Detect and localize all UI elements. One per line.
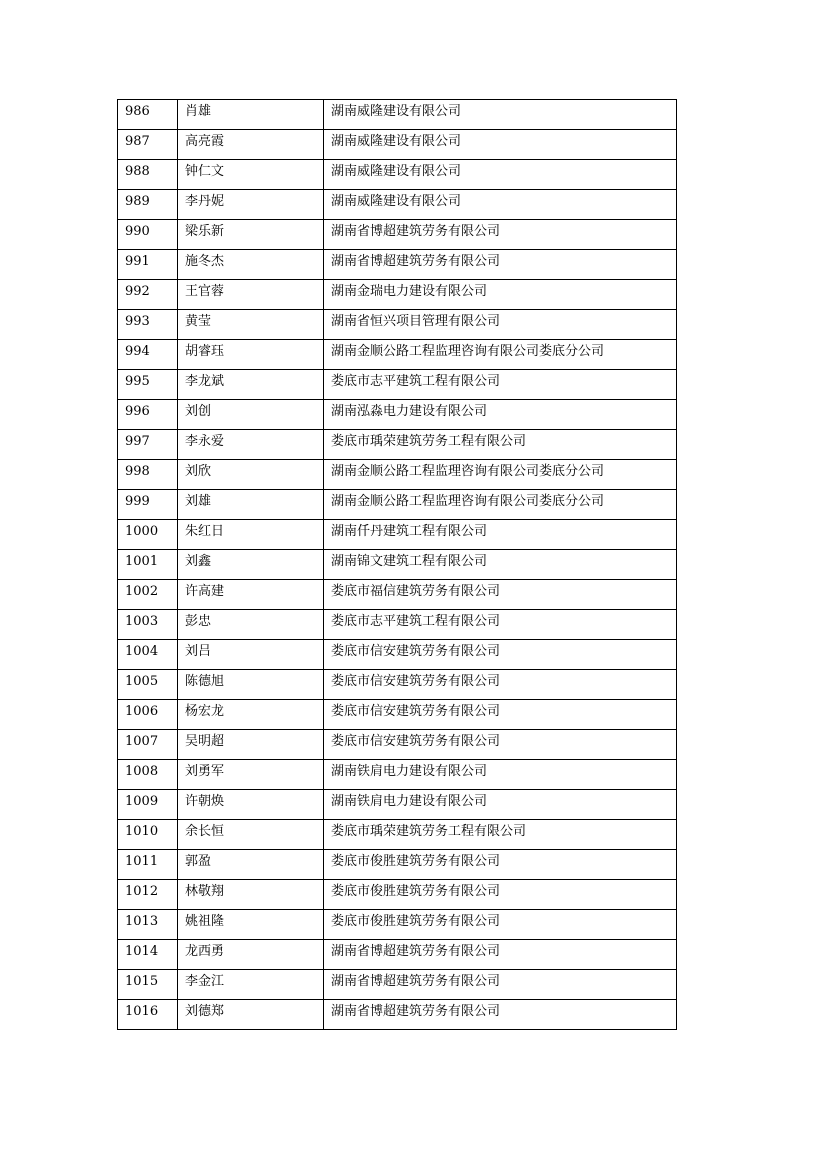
- person-name-cell: 胡睿珏: [178, 340, 324, 370]
- row-number-cell: 1009: [118, 790, 178, 820]
- table-row: [118, 130, 677, 160]
- row-number-cell: 1012: [118, 880, 178, 910]
- table-row: [118, 850, 677, 880]
- table-row: [118, 910, 677, 940]
- table-row: [118, 640, 677, 670]
- person-name-cell: 朱红日: [178, 520, 324, 550]
- company-name-cell: 湖南金顺公路工程监理咨询有限公司娄底分公司: [324, 340, 677, 370]
- company-name-cell: 娄底市福信建筑劳务有限公司: [324, 580, 677, 610]
- row-number-cell: 993: [118, 310, 178, 340]
- company-name-cell: 湖南威隆建设有限公司: [324, 160, 677, 190]
- person-name-cell: 李金江: [178, 970, 324, 1000]
- table-row: [118, 400, 677, 430]
- table-row: [118, 220, 677, 250]
- row-number-cell: 1011: [118, 850, 178, 880]
- row-number-cell: 1014: [118, 940, 178, 970]
- row-number-cell: 988: [118, 160, 178, 190]
- company-name-cell: 娄底市志平建筑工程有限公司: [324, 610, 677, 640]
- table-row: [118, 610, 677, 640]
- person-name-cell: 林敬翔: [178, 880, 324, 910]
- table-row: [118, 340, 677, 370]
- table-row: [118, 280, 677, 310]
- company-name-cell: 娄底市俊胜建筑劳务有限公司: [324, 850, 677, 880]
- company-name-cell: 娄底市志平建筑工程有限公司: [324, 370, 677, 400]
- company-name-cell: 湖南威隆建设有限公司: [324, 130, 677, 160]
- company-name-cell: 湖南威隆建设有限公司: [324, 100, 677, 130]
- row-number-cell: 1010: [118, 820, 178, 850]
- company-name-cell: 湖南省博超建筑劳务有限公司: [324, 970, 677, 1000]
- row-number-cell: 1000: [118, 520, 178, 550]
- row-number-cell: 1001: [118, 550, 178, 580]
- table-row: [118, 970, 677, 1000]
- row-number-cell: 986: [118, 100, 178, 130]
- row-number-cell: 995: [118, 370, 178, 400]
- table-row: [118, 730, 677, 760]
- company-name-cell: 湖南省博超建筑劳务有限公司: [324, 220, 677, 250]
- company-name-cell: 娄底市信安建筑劳务有限公司: [324, 670, 677, 700]
- row-number-cell: 1015: [118, 970, 178, 1000]
- person-name-cell: 钟仁文: [178, 160, 324, 190]
- table-row: [118, 430, 677, 460]
- company-name-cell: 娄底市信安建筑劳务有限公司: [324, 700, 677, 730]
- company-name-cell: 娄底市俊胜建筑劳务有限公司: [324, 880, 677, 910]
- table-row: [118, 700, 677, 730]
- row-number-cell: 1007: [118, 730, 178, 760]
- person-name-cell: 李丹妮: [178, 190, 324, 220]
- company-name-cell: 湖南铁肩电力建设有限公司: [324, 760, 677, 790]
- row-number-cell: 991: [118, 250, 178, 280]
- row-number-cell: 998: [118, 460, 178, 490]
- person-name-cell: 刘鑫: [178, 550, 324, 580]
- row-number-cell: 994: [118, 340, 178, 370]
- company-name-cell: 湖南金顺公路工程监理咨询有限公司娄底分公司: [324, 460, 677, 490]
- table-row: [118, 310, 677, 340]
- row-number-cell: 990: [118, 220, 178, 250]
- company-name-cell: 湖南铁肩电力建设有限公司: [324, 790, 677, 820]
- person-name-cell: 刘勇军: [178, 760, 324, 790]
- table-row: [118, 460, 677, 490]
- row-number-cell: 1002: [118, 580, 178, 610]
- table-row: [118, 100, 677, 130]
- company-name-cell: 湖南金顺公路工程监理咨询有限公司娄底分公司: [324, 490, 677, 520]
- person-name-cell: 高亮霞: [178, 130, 324, 160]
- company-name-cell: 娄底市信安建筑劳务有限公司: [324, 730, 677, 760]
- person-name-cell: 刘吕: [178, 640, 324, 670]
- person-name-cell: 刘德郑: [178, 1000, 324, 1030]
- company-name-cell: 娄底市俊胜建筑劳务有限公司: [324, 910, 677, 940]
- company-name-cell: 湖南省博超建筑劳务有限公司: [324, 250, 677, 280]
- person-name-cell: 许朝焕: [178, 790, 324, 820]
- company-name-cell: 湖南锦文建筑工程有限公司: [324, 550, 677, 580]
- row-number-cell: 992: [118, 280, 178, 310]
- row-number-cell: 1008: [118, 760, 178, 790]
- row-number-cell: 996: [118, 400, 178, 430]
- table-row: [118, 190, 677, 220]
- roster-table: [117, 99, 677, 1030]
- person-name-cell: 吴明超: [178, 730, 324, 760]
- person-name-cell: 李龙斌: [178, 370, 324, 400]
- row-number-cell: 987: [118, 130, 178, 160]
- row-number-cell: 1006: [118, 700, 178, 730]
- row-number-cell: 1016: [118, 1000, 178, 1030]
- table-row: [118, 760, 677, 790]
- person-name-cell: 刘雄: [178, 490, 324, 520]
- company-name-cell: 娄底市信安建筑劳务有限公司: [324, 640, 677, 670]
- person-name-cell: 郭盈: [178, 850, 324, 880]
- company-name-cell: 娄底市瑀荣建筑劳务工程有限公司: [324, 820, 677, 850]
- person-name-cell: 刘创: [178, 400, 324, 430]
- table-row: [118, 1000, 677, 1030]
- company-name-cell: 湖南金瑞电力建设有限公司: [324, 280, 677, 310]
- table-row: [118, 580, 677, 610]
- table-row: [118, 670, 677, 700]
- company-name-cell: 湖南省博超建筑劳务有限公司: [324, 1000, 677, 1030]
- person-name-cell: 姚祖隆: [178, 910, 324, 940]
- person-name-cell: 杨宏龙: [178, 700, 324, 730]
- person-name-cell: 许高建: [178, 580, 324, 610]
- person-name-cell: 余长恒: [178, 820, 324, 850]
- row-number-cell: 989: [118, 190, 178, 220]
- person-name-cell: 陈德旭: [178, 670, 324, 700]
- table-row: [118, 790, 677, 820]
- person-name-cell: 黄莹: [178, 310, 324, 340]
- table-row: [118, 820, 677, 850]
- row-number-cell: 1005: [118, 670, 178, 700]
- table-row: [118, 160, 677, 190]
- table-row: [118, 880, 677, 910]
- table-row: [118, 250, 677, 280]
- company-name-cell: 湖南省恒兴项目管理有限公司: [324, 310, 677, 340]
- roster-table-body: [118, 100, 677, 1030]
- person-name-cell: 龙西勇: [178, 940, 324, 970]
- row-number-cell: 1003: [118, 610, 178, 640]
- table-row: [118, 370, 677, 400]
- person-name-cell: 彭忠: [178, 610, 324, 640]
- company-name-cell: 湖南仟丹建筑工程有限公司: [324, 520, 677, 550]
- person-name-cell: 梁乐新: [178, 220, 324, 250]
- person-name-cell: 刘欣: [178, 460, 324, 490]
- table-row: [118, 550, 677, 580]
- row-number-cell: 997: [118, 430, 178, 460]
- row-number-cell: 999: [118, 490, 178, 520]
- company-name-cell: 娄底市瑀荣建筑劳务工程有限公司: [324, 430, 677, 460]
- table-row: [118, 490, 677, 520]
- table-row: [118, 520, 677, 550]
- table-row: [118, 940, 677, 970]
- person-name-cell: 施冬杰: [178, 250, 324, 280]
- row-number-cell: 1004: [118, 640, 178, 670]
- company-name-cell: 湖南省博超建筑劳务有限公司: [324, 940, 677, 970]
- company-name-cell: 湖南威隆建设有限公司: [324, 190, 677, 220]
- person-name-cell: 李永爱: [178, 430, 324, 460]
- person-name-cell: 王官蓉: [178, 280, 324, 310]
- row-number-cell: 1013: [118, 910, 178, 940]
- company-name-cell: 湖南泓淼电力建设有限公司: [324, 400, 677, 430]
- person-name-cell: 肖雄: [178, 100, 324, 130]
